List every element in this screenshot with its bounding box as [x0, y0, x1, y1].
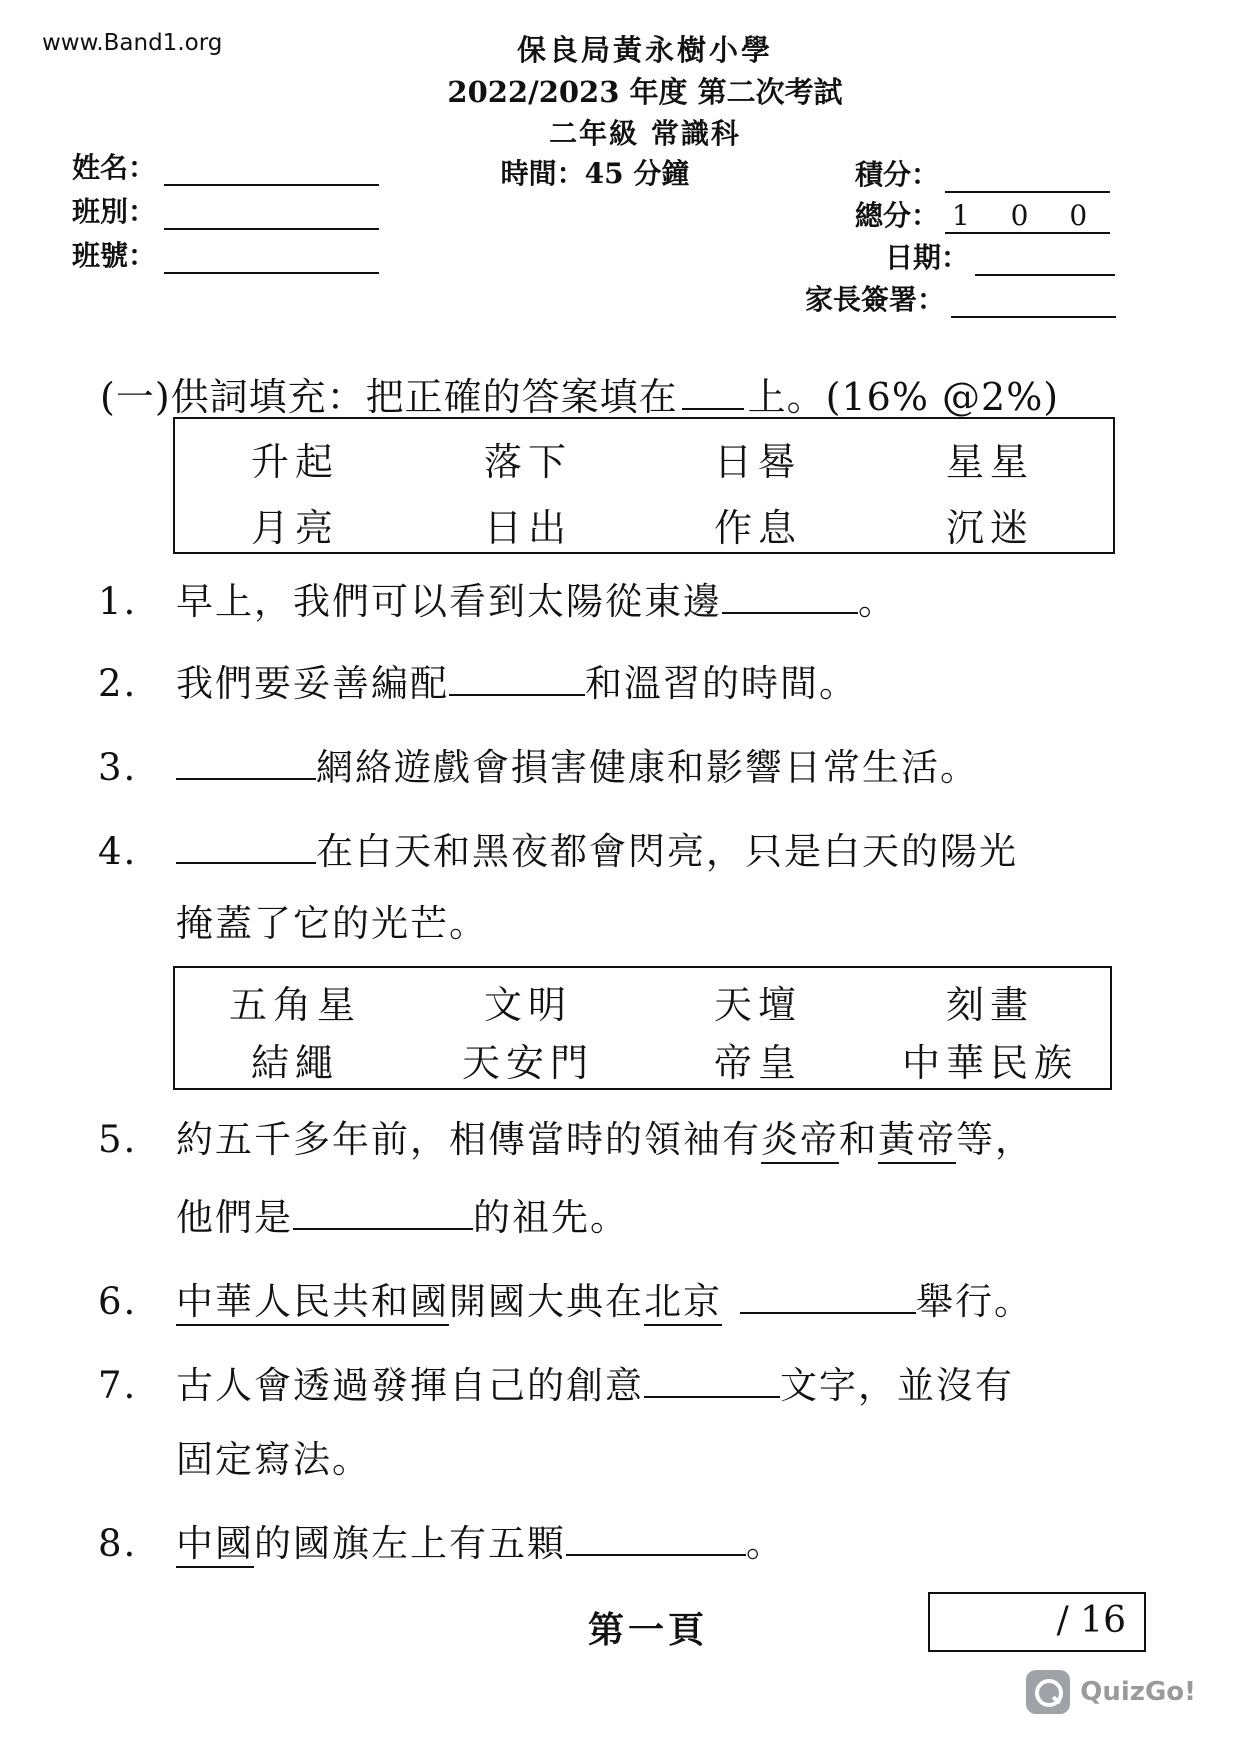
answer-blank[interactable] [449, 660, 585, 696]
total-value: 1 0 0 [945, 199, 1110, 234]
question-number: 8. [98, 1522, 138, 1565]
word-bank-item: 日出 [483, 506, 573, 550]
score-field [855, 153, 1110, 193]
word-bank-item: 中華民族 [901, 1041, 1079, 1085]
answer-blank[interactable] [176, 744, 316, 780]
number-blank[interactable] [164, 272, 379, 274]
question-number: 6. [98, 1280, 138, 1323]
question-number: 1. [98, 580, 138, 623]
date-label: 日期： [885, 241, 970, 274]
grade-subject: 二年級 常識科 [549, 117, 741, 150]
exam-time: 時間：45 分鐘 [500, 157, 690, 190]
question-text: 和溫習的時間。 [585, 662, 858, 705]
question-6 [98, 1278, 1033, 1324]
question-number: 2. [98, 662, 138, 705]
question-text: 舉行。 [916, 1280, 1033, 1323]
question-number: 3. [98, 746, 138, 789]
word-bank-item: 月亮 [250, 506, 340, 550]
instruction-text-a: (一)供詞填充：把正確的答案填在 [100, 375, 678, 419]
underlined-name: 北京 [644, 1280, 722, 1326]
number-field [72, 234, 379, 274]
question-text: 開國大典在 [449, 1280, 644, 1323]
answer-blank[interactable] [644, 1362, 780, 1398]
question-1 [98, 578, 897, 624]
question-5-continued [176, 1194, 629, 1240]
underlined-name: 炎帝 [761, 1118, 839, 1164]
answer-blank[interactable] [293, 1194, 473, 1230]
underlined-name: 中國 [176, 1522, 254, 1568]
question-number: 7. [98, 1364, 138, 1407]
word-bank-item: 帝皇 [713, 1041, 803, 1085]
logo-text: QuizGo! [1080, 1677, 1196, 1707]
question-2 [98, 660, 858, 706]
question-text: 約五千多年前，相傳當時的領袖有 [176, 1118, 761, 1161]
word-bank-2 [173, 966, 1112, 1090]
name-field [72, 146, 379, 186]
question-number: 5. [98, 1118, 138, 1161]
word-bank-item: 五角星 [228, 983, 362, 1027]
score-label: 積分： [855, 158, 940, 191]
date-blank[interactable] [975, 274, 1115, 276]
question-text: 早上，我們可以看到太陽從東邊 [176, 580, 722, 623]
parent-signature-field [805, 278, 1116, 318]
underlined-name: 黃帝 [878, 1118, 956, 1164]
date-field [885, 236, 1115, 276]
question-text: 在白天和黑夜都會閃亮，只是白天的陽光 [316, 830, 1018, 873]
underlined-name: 中華人民共和國 [176, 1280, 449, 1326]
section-score-total: / 16 [1056, 1600, 1126, 1641]
question-text: 網絡遊戲會損害健康和影響日常生活。 [316, 746, 979, 789]
question-text: 他們是 [176, 1196, 293, 1239]
instruction-blank-sample [682, 374, 744, 410]
score-blank[interactable] [945, 191, 1110, 193]
word-bank-item: 落下 [483, 440, 573, 484]
question-text: 。 [858, 580, 897, 623]
quizgo-logo [1026, 1670, 1196, 1714]
question-text: 文字，並沒有 [780, 1364, 1014, 1407]
question-text: 。 [746, 1522, 785, 1565]
name-label: 姓名： [72, 151, 157, 184]
question-text: 和 [839, 1118, 878, 1161]
answer-blank[interactable] [722, 578, 858, 614]
total-label: 總分： [855, 199, 940, 232]
question-text: 等， [956, 1118, 1034, 1161]
parent-signature-blank[interactable] [951, 316, 1116, 318]
class-blank[interactable] [164, 228, 379, 230]
word-bank-item: 日晷 [713, 440, 803, 484]
word-bank-item: 升起 [250, 440, 340, 484]
page-number: 第一頁 [588, 1609, 709, 1651]
number-label: 班號： [72, 239, 157, 272]
question-7 [98, 1362, 1014, 1408]
class-field [72, 190, 379, 230]
question-text: 的國旗左上有五顆 [254, 1522, 566, 1565]
word-bank-item: 文明 [483, 983, 573, 1027]
section-score-box [928, 1592, 1146, 1652]
name-blank[interactable] [164, 184, 379, 186]
word-bank-item: 天安門 [461, 1041, 595, 1085]
word-bank-item: 星星 [945, 440, 1035, 484]
question-text: 的祖先。 [473, 1196, 629, 1239]
word-bank-1 [173, 417, 1115, 554]
question-3 [98, 744, 979, 790]
word-bank-item: 天壇 [713, 983, 803, 1027]
answer-blank[interactable] [566, 1520, 746, 1556]
question-5 [98, 1118, 1034, 1162]
answer-blank[interactable] [176, 828, 316, 864]
word-bank-item: 作息 [713, 506, 803, 550]
word-bank-item: 沉迷 [945, 506, 1035, 550]
question-text: 古人會透過發揮自己的創意 [176, 1364, 644, 1407]
magnifier-icon [1026, 1670, 1070, 1714]
word-bank-item: 刻畫 [945, 983, 1035, 1027]
section-instruction [100, 366, 1059, 421]
class-label: 班別： [72, 195, 157, 228]
school-name: 保良局黃永樹小學 [516, 33, 773, 67]
question-4 [98, 828, 1018, 874]
watermark-text: www.Band1.org [42, 30, 223, 56]
question-text: 我們要妥善編配 [176, 662, 449, 705]
question-4-continued: 掩蓋了它的光芒。 [176, 902, 488, 945]
question-7-continued: 固定寫法。 [176, 1438, 371, 1481]
word-bank-item: 結繩 [250, 1041, 340, 1085]
answer-blank[interactable] [740, 1278, 916, 1314]
instruction-text-b: 上。(16% @2%) [747, 375, 1060, 419]
question-number: 4. [98, 830, 138, 873]
parent-label: 家長簽署： [805, 283, 946, 316]
total-field [855, 194, 1110, 234]
exam-title: 2022/2023 年度 第二次考試 [447, 75, 843, 109]
question-8 [98, 1520, 785, 1566]
